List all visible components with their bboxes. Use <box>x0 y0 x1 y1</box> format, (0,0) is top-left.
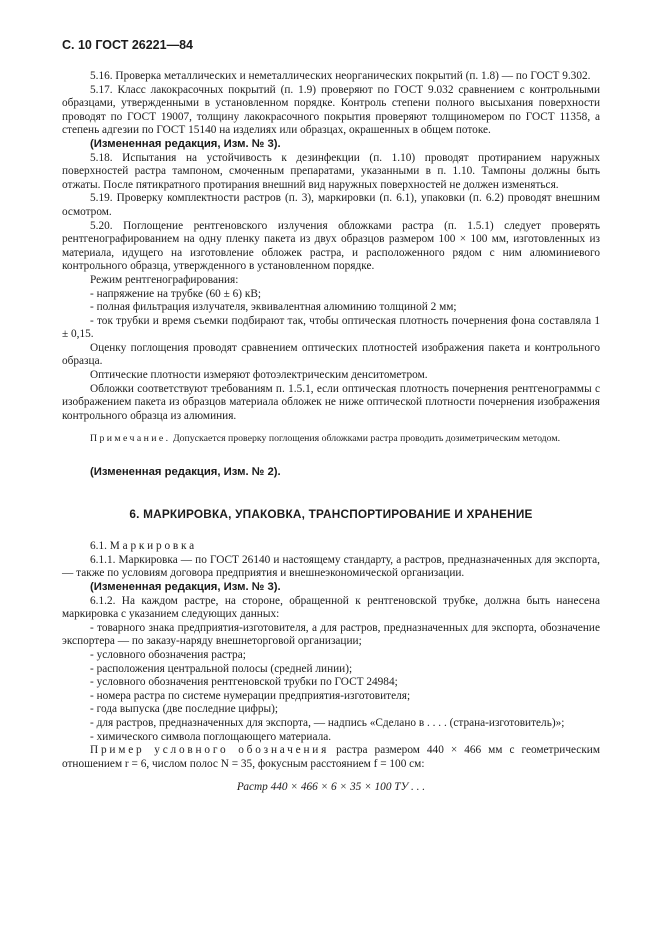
subsection-title: Маркировка <box>109 540 197 553</box>
paragraph-5-17: 5.17. Класс лакокрасочных покрытий (п. 1.9) проверяют по ГОСТ 9.032 сравнением с контрольными образцами, утвержденными в установленном порядке. Контроль степени полного высыхания поверхности проводят по ГОСТ 19007, толщину лакокрасочного покрытия проверяют толщиномером по ГОСТ 11358, а степень адгезии по ГОСТ 15140 на изделиях или образцах, окрашенных в общем потоке. <box>62 83 600 137</box>
paragraph-5-16: 5.16. Проверка металлических и неметаллических неорганических покрытий (п. 1.8) — по ГОСТ 9.302. <box>90 70 591 82</box>
example-paragraph <box>62 744 600 771</box>
subsection-number: 6.1. <box>90 540 107 553</box>
example-label: Пример условного обозначения <box>90 744 330 757</box>
paragraph-mode: Режим рентгенографирования: <box>90 273 239 286</box>
page-header: С. 10 ГОСТ 26221—84 <box>62 38 193 52</box>
amendment-note: (Измененная редакция, Изм. № 3). <box>90 581 281 594</box>
paragraph-5-18: 5.18. Испытания на устойчивость к дезинфекции (п. 1.10) проводят протиранием наружных поверхностей растра тампоном, смоченным препаратами, указанными в п. 1.10. Тампоны должны быть отжаты. После пятикратного протирания внешний вид наружных поверхностей не должен изменяться. <box>62 151 600 191</box>
paragraph-compliance: Обложки соответствуют требованиям п. 1.5.1, если оптическая плотность почернения рентгенограммы с изображением пакета из образцов материала обложек не ниже оптической плотности почернения изображения контрольного образца из алюминия. <box>62 382 600 422</box>
designation-formula: Растр 440 × 466 × 6 × 35 × 100 ТУ . . . <box>236 781 426 794</box>
subsection-6-1 <box>62 540 600 554</box>
paragraph-5-19: 5.19. Проверку комплектности растров (п. 3), маркировки (п. 6.1), упаковки (п. 6.2) проводят внешним осмотром. <box>62 192 600 218</box>
note <box>62 433 600 445</box>
list-item: - полная фильтрация излучателя, эквивалентная алюминию толщиной 2 мм; <box>90 301 457 314</box>
document-page <box>62 38 600 795</box>
list-item: - напряжение на трубке (60 ± 6) кВ; <box>90 287 262 300</box>
list-item: - ток трубки и время съемки подбирают так, чтобы оптическая плотность почернения фона составляла 1 ± 0,15. <box>62 314 600 341</box>
list-item: - номера растра по системе нумерации предприятия-изготовителя; <box>90 689 411 702</box>
paragraph-densitometer: Оптические плотности измеряют фотоэлектрическим денситометром. <box>90 369 428 382</box>
paragraph-5-20: 5.20. Поглощение рентгеновского излучения обложками растра (п. 1.5.1) следует проверять рентгенографированием на одну пленку пакета из двух образцов размером 100 × 100 мм, изготовленных из материала, идущего на изготовление обложек растра, и расположенного рядом с ним алюминиевого контрольного образца, утвержденного в установленном порядке. <box>62 219 600 273</box>
list-item: - химического символа поглощающего материала. <box>90 730 332 743</box>
paragraph-6-1-1: 6.1.1. Маркировка — по ГОСТ 26140 и настоящему стандарту, а растров, предназначенных для экспорта, — также по условиям договора предприятия и внешнеэкономической организации. <box>62 553 600 580</box>
list-item: - расположения центральной полосы (средней линии); <box>90 662 353 675</box>
paragraph-evaluation: Оценку поглощения проводят сравнением оптических плотностей изображения пакета и контрольного образца. <box>62 341 600 368</box>
list-item: - товарного знака предприятия-изготовителя, а для растров, предназначенных для экспорта, обозначение экспортера — по заказу-наряду внешнеторговой организации; <box>62 621 600 648</box>
list-item: - условного обозначения рентгеновской трубки по ГОСТ 24984; <box>90 676 398 689</box>
example-text: растра размером 440 × 466 мм с геометрическим отношением r = 6, числом полос N = 35, фокусным расстоянием f = 100 см: <box>62 744 600 770</box>
list-item: - года выпуска (две последние цифры); <box>90 703 278 716</box>
amendment-note: (Измененная редакция, Изм. № 2). <box>90 465 281 478</box>
list-item: - для растров, предназначенных для экспорта, — надпись «Сделано в . . . . (страна-изготовитель)»; <box>90 716 565 729</box>
list-item: - условного обозначения растра; <box>90 648 246 661</box>
section-title: 6. МАРКИРОВКА, УПАКОВКА, ТРАНСПОРТИРОВАНИЕ И ХРАНЕНИЕ <box>129 507 533 522</box>
paragraph-6-1-2: 6.1.2. На каждом растре, на стороне, обращенной к рентгеновской трубке, должна быть нанесена маркировка с указанием следующих данных: <box>62 594 600 621</box>
amendment-note: (Измененная редакция, Изм. № 3). <box>90 137 281 150</box>
note-label: Примечание. <box>90 433 171 445</box>
note-text: Допускается проверку поглощения обложками растра проводить дозиметрическим методом. <box>172 433 561 445</box>
